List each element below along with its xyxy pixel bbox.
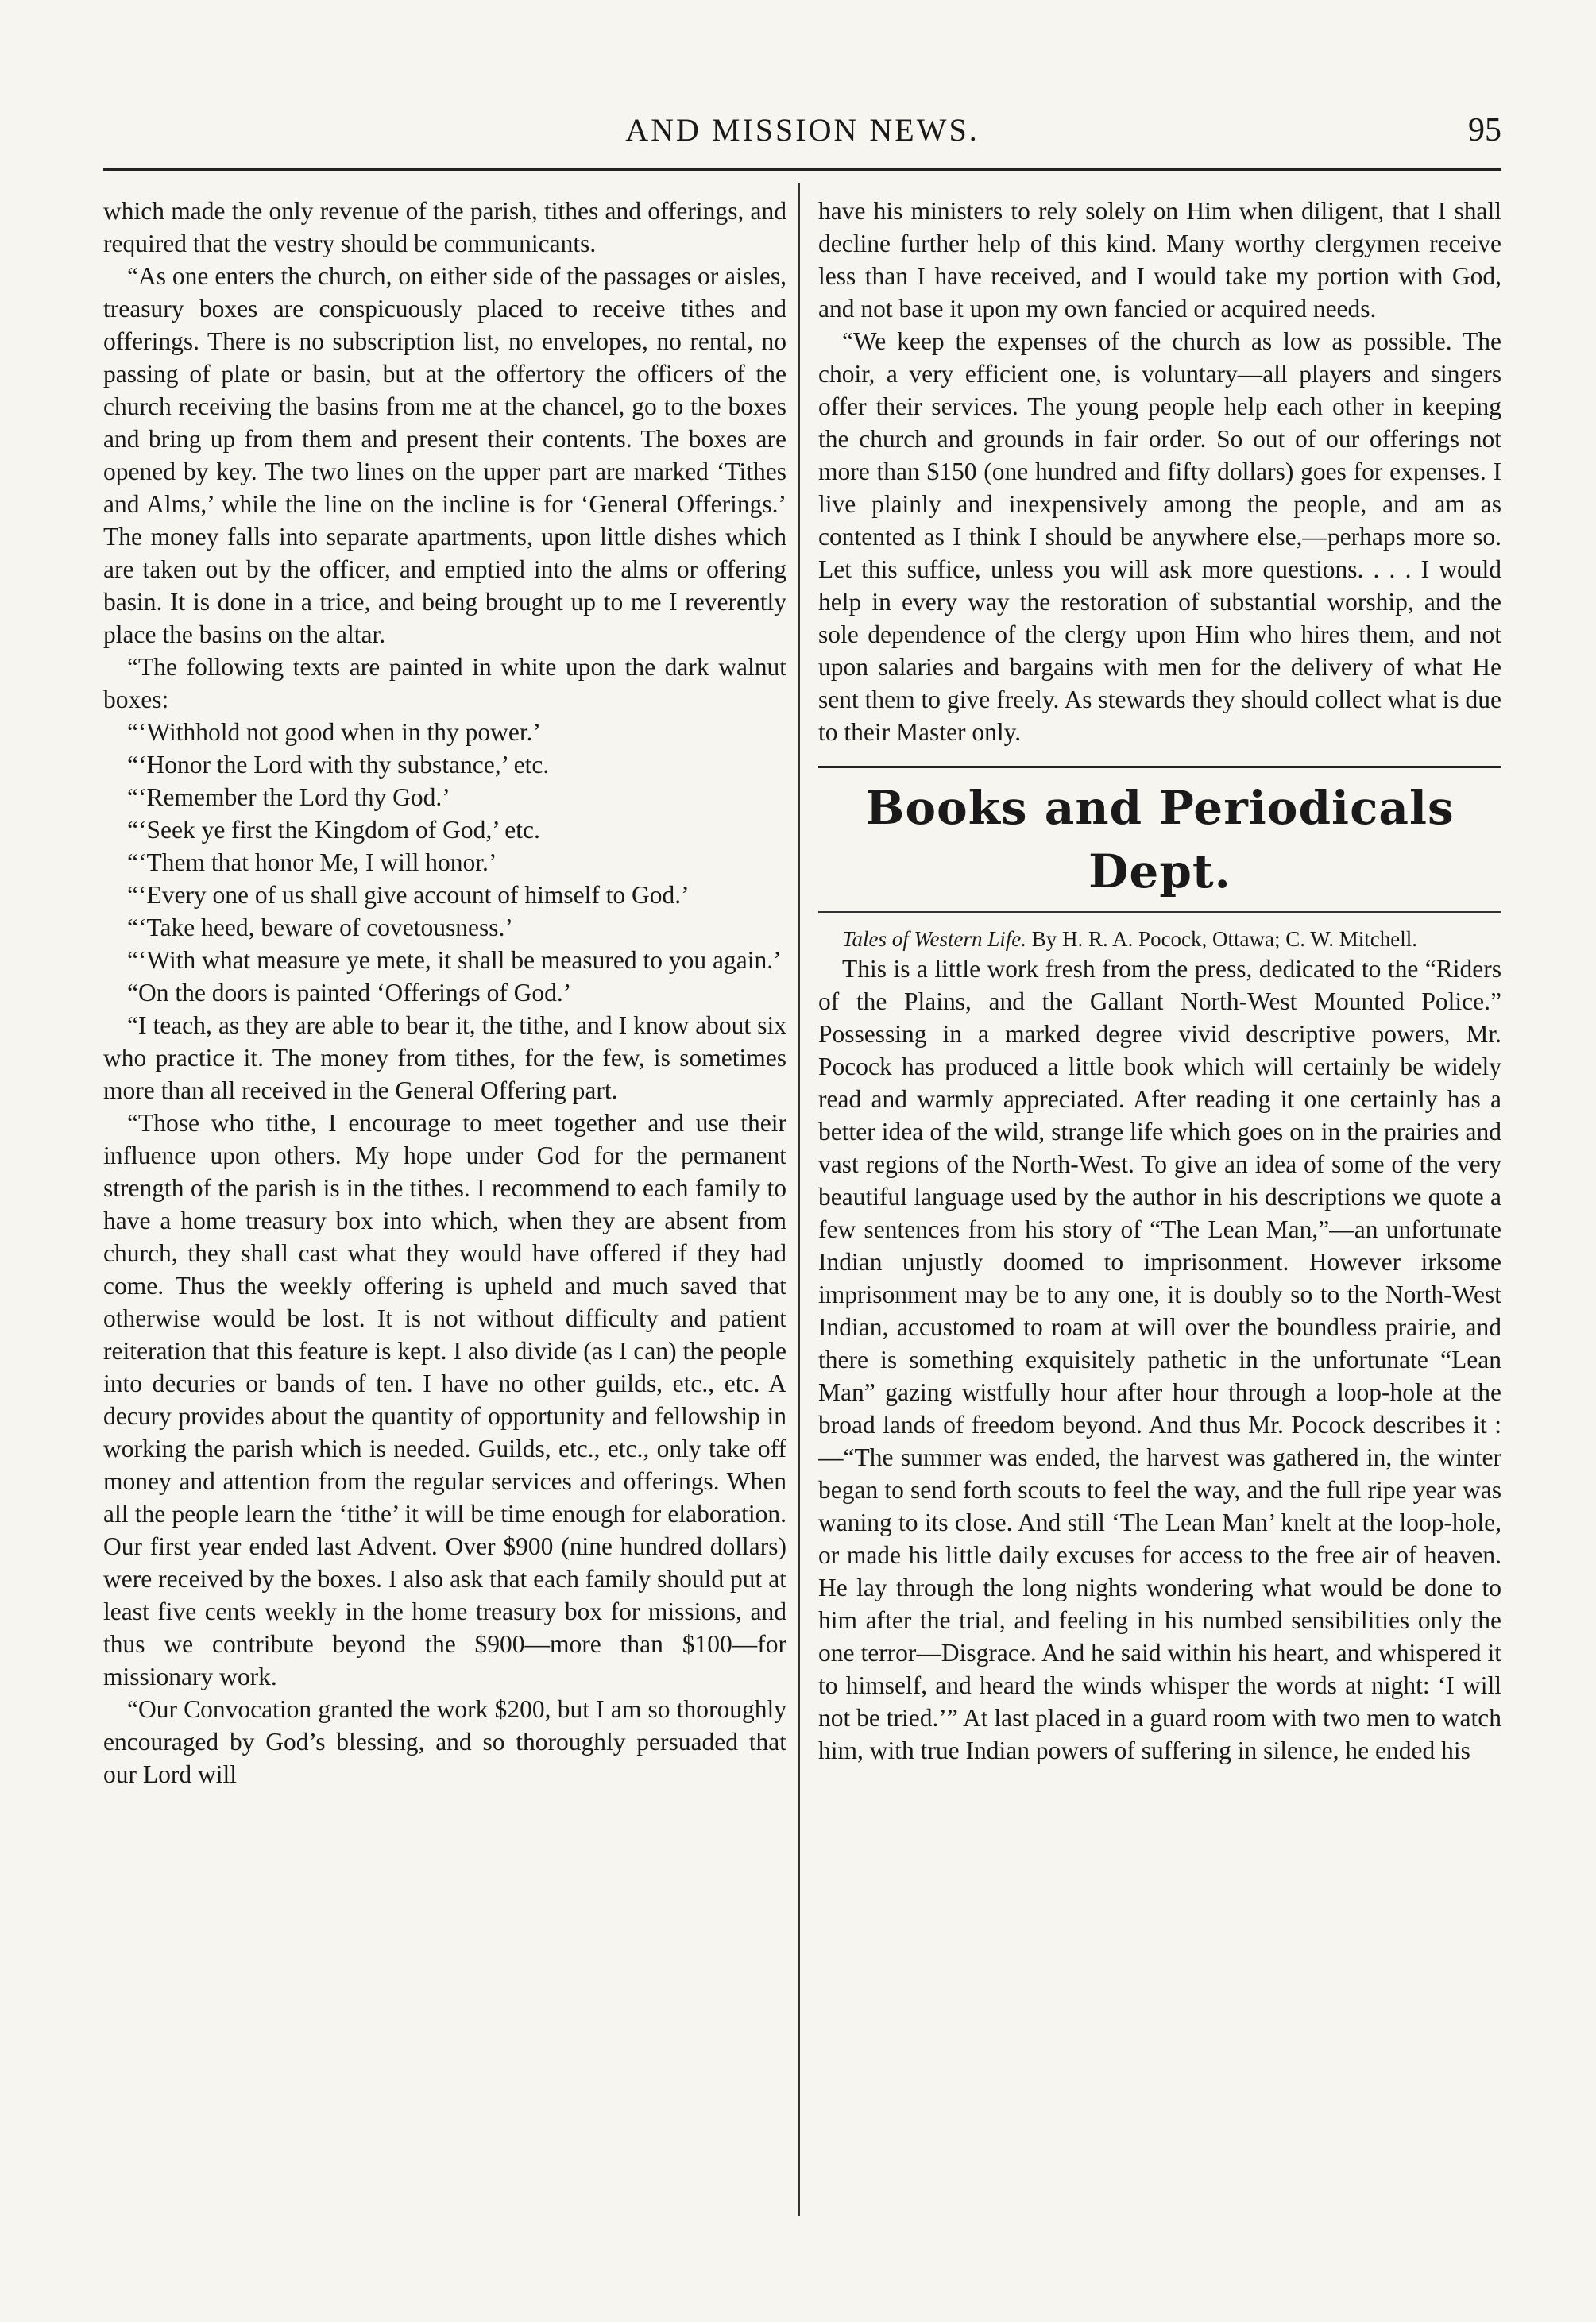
paragraph: “I teach, as they are able to bear it, the tithe, and I know about six who practice it. The money from tithes, for the few, is sometimes more than all received in the General Offering part. [103, 1011, 786, 1104]
page-number: 95 [1468, 112, 1501, 149]
review-paragraph: This is a little work fresh from the press, dedicated to the “Riders of the Plains, and the Gallant North-West Mounted Police.” Possessing in a marked degree vivid descriptive powers, Mr. Pocock has produced a little book which will certainly be widely read and warmly appreciated. After reading it one certainly has a better idea of the wild, strange life which goes on in the prairies and vast regions of the North-West. To give an idea of some of the very beautiful language used by the author in his descriptions we quote a few sentences from his story of “The Lean Man,”—an unfortunate Indian unjustly doomed to imprisonment. However irksome imprisonment may be to any one, it is doubly so to the North-West Indian, accustomed to roam at will over the boundless prairie, and there is something exquisitely pathetic in the unfortunate “Lean Man” gazing wistfully hour after hour through a loop-hole at the broad lands of freedom beyond. And thus Mr. Pocock describes it :—“The summer was ended, the harvest was gathered in, the winter began to send forth scouts to feel the way, and the full ripe year was waning to its close. And still ‘The Lean Man’ knelt at the loop-hole, or made his little daily excuses for access to the free air of heaven. He lay through the long nights wondering what would be done to him after the trial, and feeling in his numbed sensibilities only the one terror—Disgrace. And he said within his heart, and whispered it to himself, and heard the winds whisper the words at night: ‘I will not be tried.’” At last placed in a guard room with two men to watch him, with true Indian powers of suffering in silence, he ended his [818, 955, 1501, 1764]
book-title: Tales of Western Life. [842, 927, 1027, 951]
section-heading: Books and Periodicals Dept. [818, 766, 1501, 903]
quoted-text: “‘Them that honor Me, I will honor.’ [127, 848, 497, 876]
page-header [103, 111, 1501, 159]
quoted-text: “‘Every one of us shall give account of himself to God.’ [127, 881, 690, 909]
header-rule [103, 168, 1501, 171]
running-head: AND MISSION NEWS. [625, 112, 980, 148]
paragraph: “We keep the expenses of the church as low as possible. The choir, a very efficient one, is voluntary—all players and singers offer their services. The young people help each other in keeping the church and grounds in fair order. So out of our offerings not more than $150 (one hundred and fifty dollars) goes for expenses. I live plainly and inexpensively among the people, and am as contented as I think I should be anywhere else,—perhaps more so. Let this suffice, unless you will ask more questions. . . . I would help in every way the restoration of substantial worship, and the sole dependence of the clergy upon Him who hires them, and not upon salaries and bargains with men for the delivery of what He sent them to give freely. As stewards they should collect what is due to their Master only. [818, 327, 1501, 746]
paragraph: have his ministers to rely solely on Him when diligent, that I shall decline further help of this kind. Many worthy clergymen receive less than I have received, and I would take my portion with God, and not base it upon my own fancied or acquired needs. [818, 197, 1501, 323]
paragraph: “On the doors is painted ‘Offerings of God.’ [127, 979, 572, 1006]
column-divider [798, 183, 800, 2216]
quoted-text: “‘Honor the Lord with thy substance,’ etc. [127, 751, 550, 779]
quoted-text: “‘Withhold not good when in thy power.’ [127, 718, 542, 746]
left-column [103, 195, 786, 2228]
paragraph: “The following texts are painted in white upon the dark walnut boxes: [103, 653, 786, 713]
paragraph: “Our Convocation granted the work $200, but I am so thoroughly encouraged by God’s blessing, and so thoroughly persuaded that our Lord will [103, 1695, 786, 1788]
book-citation [818, 925, 1501, 952]
quoted-text: “‘Seek ye first the Kingdom of God,’ etc. [127, 816, 540, 844]
paragraph: “Those who tithe, I encourage to meet together and use their influence upon others. My hope under God for the permanent strength of the parish is in the tithes. I recommend to each family to have a home treasury box into which, when they are absent from church, they shall cast what they would have offered if they had come. Thus the weekly offering is upheld and much saved that otherwise would be lost. It is not without difficulty and patient reiteration that this feature is kept. I also divide (as I can) the people into decuries or bands of ten. I have no other guilds, etc., etc. A decury provides about the quantity of opportunity and fellowship in working the parish which is needed. Guilds, etc., etc., only take off money and attention from the regular services and offerings. When all the people learn the ‘tithe’ it will be time enough for elaboration. Our first year ended last Advent. Over $900 (nine hundred dollars) were received by the boxes. I also ask that each family should put at least five cents weekly in the home treasury box for missions, and thus we contribute beyond the $900—more than $100—for missionary work. [103, 1109, 786, 1690]
quoted-text: “‘With what measure ye mete, it shall be measured to you again.’ [127, 946, 782, 974]
quoted-text: “‘Take heed, beware of covetousness.’ [127, 914, 513, 941]
paragraph: “As one enters the church, on either side of the passages or aisles, treasury boxes are conspicuously placed to receive tithes and offerings. There is no subscription list, no envelopes, no rental, no passing of plate or basin, but at the offertory the officers of the church receiving the basins from me at the chancel, go to the boxes and bring up from them and present their contents. The boxes are opened by key. The two lines on the upper part are marked ‘Tithes and Alms,’ while the line on the incline is for ‘General Offerings.’ The money falls into separate apartments, upon little dishes which are taken out by the officer, and emptied into the alms or offering basin. It is done in a trice, and being brought up to me I reverently place the basins on the altar. [103, 262, 786, 648]
paragraph: which made the only revenue of the parish, tithes and offerings, and required that the vestry should be communicants. [103, 197, 786, 257]
quoted-text: “‘Remember the Lord thy God.’ [127, 783, 450, 811]
right-column [818, 195, 1501, 2228]
section-rule [818, 911, 1501, 913]
book-author-publisher: By H. R. A. Pocock, Ottawa; C. W. Mitchell. [1031, 927, 1418, 951]
